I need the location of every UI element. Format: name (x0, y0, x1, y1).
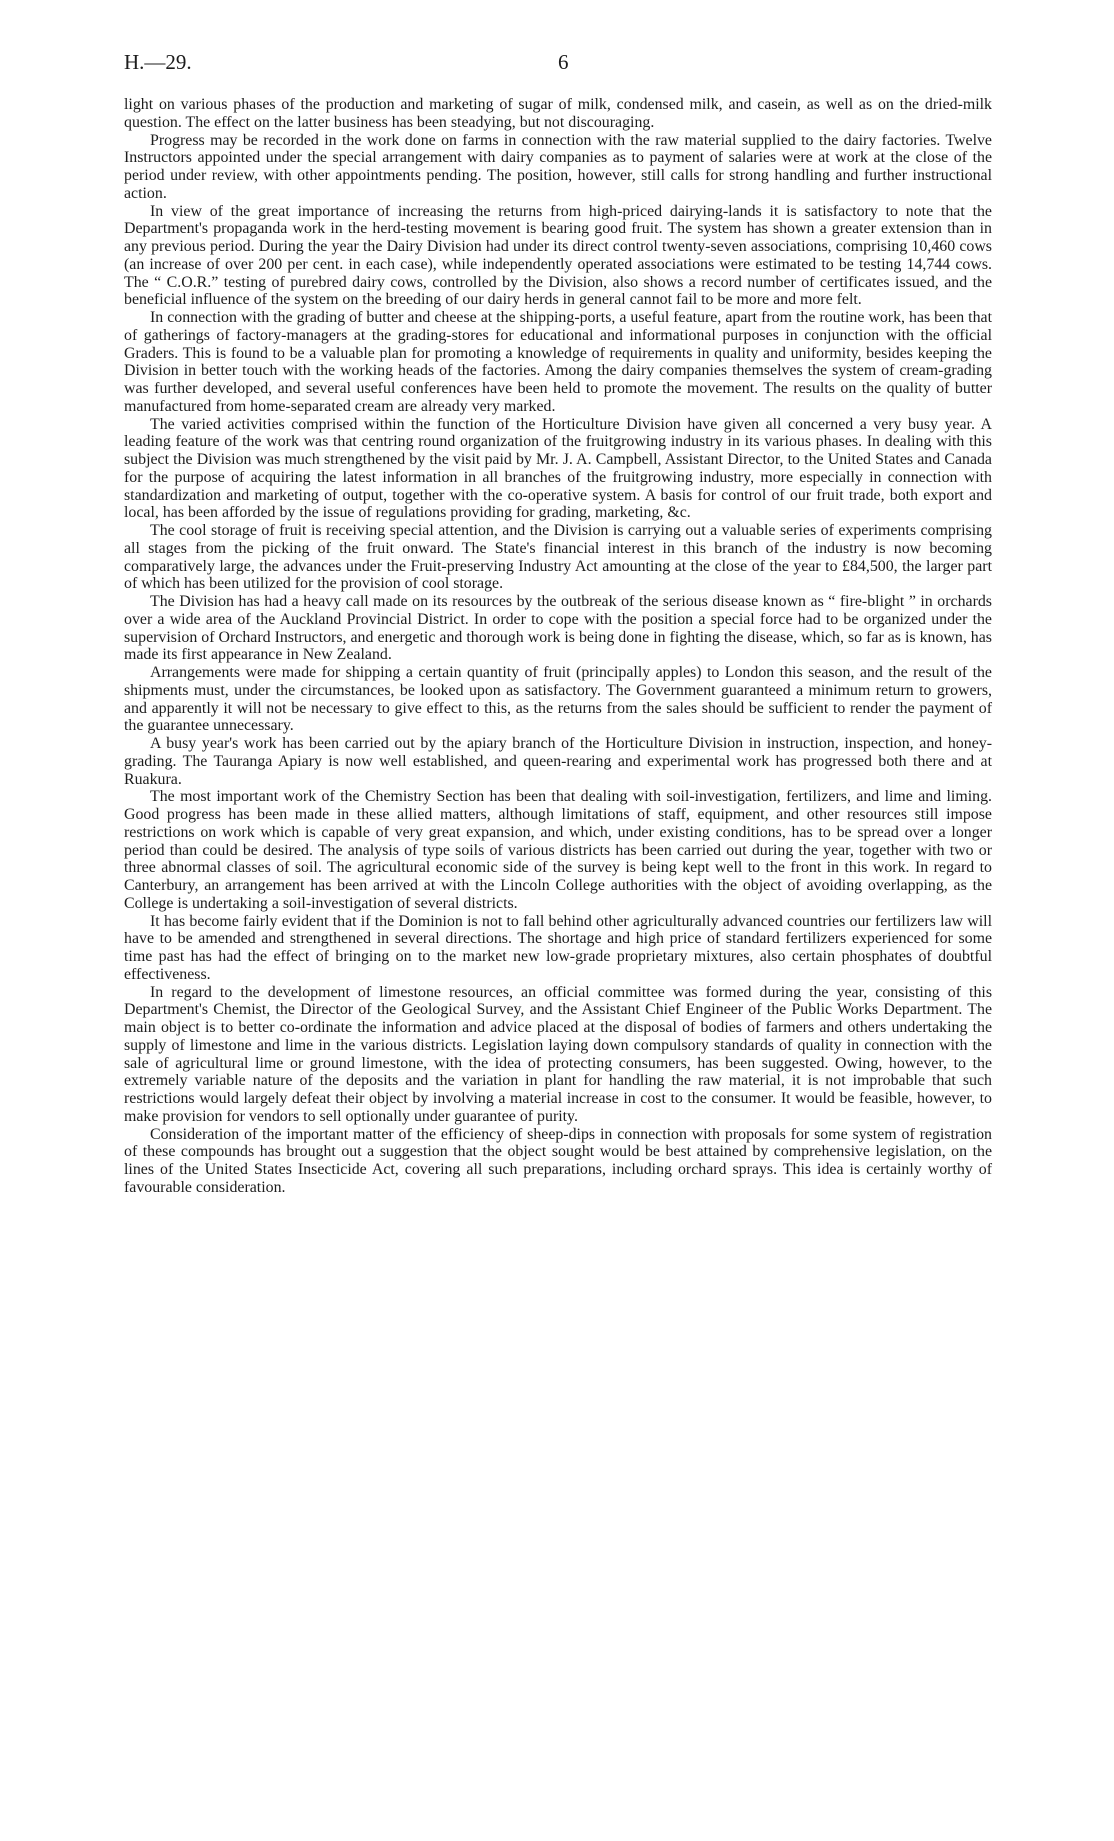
paragraph-butter-cheese-grading: In connection with the grading of butter and cheese at the shipping-ports, a useful feature, apart from the routine work, has been that of gatherings of factory-managers at the grading-stores for educational and informational purposes in conjunction with the official Graders. This is found to be a valuable plan for promoting a knowledge of requirements in quality and uniformity, besides keeping the Division in better touch with the working heads of the factories. Among the dairy companies themselves the system of cream-grading was further developed, and several useful conferences have been held to promote the movement. The results on the quality of butter manufactured from home-separated cream are already very marked. (124, 309, 992, 415)
paragraph-apiary: A busy year's work has been carried out by the apiary branch of the Horticulture Division in instruction, inspection, and honey-grading. The Tauranga Apiary is now well established, and queen-rearing and experimental work has progressed both there and at Ruakura. (124, 735, 992, 788)
paragraph-cool-storage: The cool storage of fruit is receiving special attention, and the Division is carrying out a valuable series of experiments comprising all stages from the picking of the fruit onward. The State's financial interest in this branch of the industry is now becoming comparatively large, the advances under the Fruit-preserving Industry Act amounting at the close of the year to £84,500, the larger part of which has been utilized for the provision of cool storage. (124, 522, 992, 593)
paragraph-chemistry-section: The most important work of the Chemistry Section has been that dealing with soil-investigation, fertilizers, and lime and liming. Good progress has been made in these allied matters, although limitations of staff, equipment, and other resources still impose restrictions on work which is capable of very great expansion, and which, under existing conditions, has to be spread over a longer period than could be desired. The analysis of type soils of various districts has been carried out during the year, together with two or three abnormal classes of soil. The agricultural economic side of the survey is being kept well to the front in this work. In regard to Canterbury, an arrangement has been arrived at with the Lincoln College authorities with the object of avoiding overlapping, as the College is undertaking a soil-investigation of several districts. (124, 788, 992, 912)
paragraph-sheep-dips: Consideration of the important matter of the efficiency of sheep-dips in connection with proposals for some system of registration of these compounds has brought out a suggestion that the object sought would be best attained by comprehensive legislation, on the lines of the United States Insecticide Act, covering all such preparations, including orchard sprays. This idea is certainly worthy of favourable consideration. (124, 1125, 992, 1196)
paragraph-fruit-shipments: Arrangements were made for shipping a certain quantity of fruit (principally apples) to London this season, and the result of the shipments must, under the circumstances, be looked upon as satisfactory. The Government guaranteed a minimum return to growers, and apparently it will not be necessary to give effect to this, as the returns from the sales should be sufficient to render the payment of the guarantee unnecessary. (124, 664, 992, 735)
document-reference: H.—29. (124, 50, 192, 74)
body-text (124, 96, 992, 1197)
page-header (124, 50, 992, 82)
paragraph-farm-instruction: Progress may be recorded in the work done on farms in connection with the raw material supplied to the dairy factories. Twelve Instructors appointed under the special arrangement with dairy companies as to payment of salaries were at work at the close of the period under review, with other appointments pending. The position, however, still calls for strong handling and further instructional action. (124, 131, 992, 202)
paragraph-fire-blight: The Division has had a heavy call made on its resources by the outbreak of the serious disease known as “ fire-blight ” in orchards over a wide area of the Auckland Provincial District. In order to cope with the position a special force had to be organized under the supervision of Orchard Instructors, and energetic and thorough work is being done in fighting the disease, which, so far as is known, has made its first appearance in New Zealand. (124, 593, 992, 664)
page-number: 6 (558, 50, 569, 74)
paragraph-dairy-products-continued: light on various phases of the production and marketing of sugar of milk, condensed milk, and casein, as well as on the dried-milk question. The effect on the latter business has been steadying, but not discouraging. (124, 96, 992, 131)
paragraph-herd-testing: In view of the great importance of increasing the returns from high-priced dairying-lands it is satisfactory to note that the Department's propaganda work in the herd-testing movement is bearing good fruit. The system has shown a greater extension than in any previous period. During the year the Dairy Division had under its direct control twenty-seven associations, comprising 10,460 cows (an increase of over 200 per cent. in each case), while independently operated associations were estimated to be testing 14,744 cows. The “ C.O.R.” testing of purebred dairy cows, controlled by the Division, also shows a record number of certificates issued, and the beneficial influence of the system on the breeding of our dairy herds in general cannot fail to be more and more felt. (124, 202, 992, 309)
paragraph-horticulture-division: The varied activities comprised within the function of the Horticulture Division have given all concerned a very busy year. A leading feature of the work was that centring round organization of the fruitgrowing industry in its various phases. In dealing with this subject the Division was much strengthened by the visit paid by Mr. J. A. Campbell, Assistant Director, to the United States and Canada for the purpose of acquiring the latest information in all branches of the fruitgrowing industry, more especially in connection with standardization and marketing of output, together with the co-operative system. A basis for control of our fruit trade, both export and local, has been afforded by the issue of regulations providing for grading, marketing, &c. (124, 415, 992, 522)
paragraph-limestone: In regard to the development of limestone resources, an official committee was formed during the year, consisting of this Department's Chemist, the Director of the Geological Survey, and the Assistant Chief Engineer of the Public Works Department. The main object is to better co-ordinate the information and advice placed at the disposal of bodies of farmers and others undertaking the supply of limestone and lime in the various districts. Legislation laying down compulsory standards of quality in connection with the sale of agricultural lime or ground limestone, with the idea of protecting consumers, has been suggested. Owing, however, to the extremely variable nature of the deposits and the variation in plant for handling the raw material, it is not improbable that such restrictions would largely defeat their object by involving a material increase in cost to the consumer. It would be feasible, however, to make provision for vendors to sell optionally under guarantee of purity. (124, 983, 992, 1125)
paragraph-fertilizers-law: It has become fairly evident that if the Dominion is not to fall behind other agriculturally advanced countries our fertilizers law will have to be amended and strengthened in several directions. The shortage and high price of standard fertilizers experienced for some time past has had the effect of bringing on to the market new low-grade proprietary mixtures, also certain phosphates of doubtful effectiveness. (124, 912, 992, 983)
